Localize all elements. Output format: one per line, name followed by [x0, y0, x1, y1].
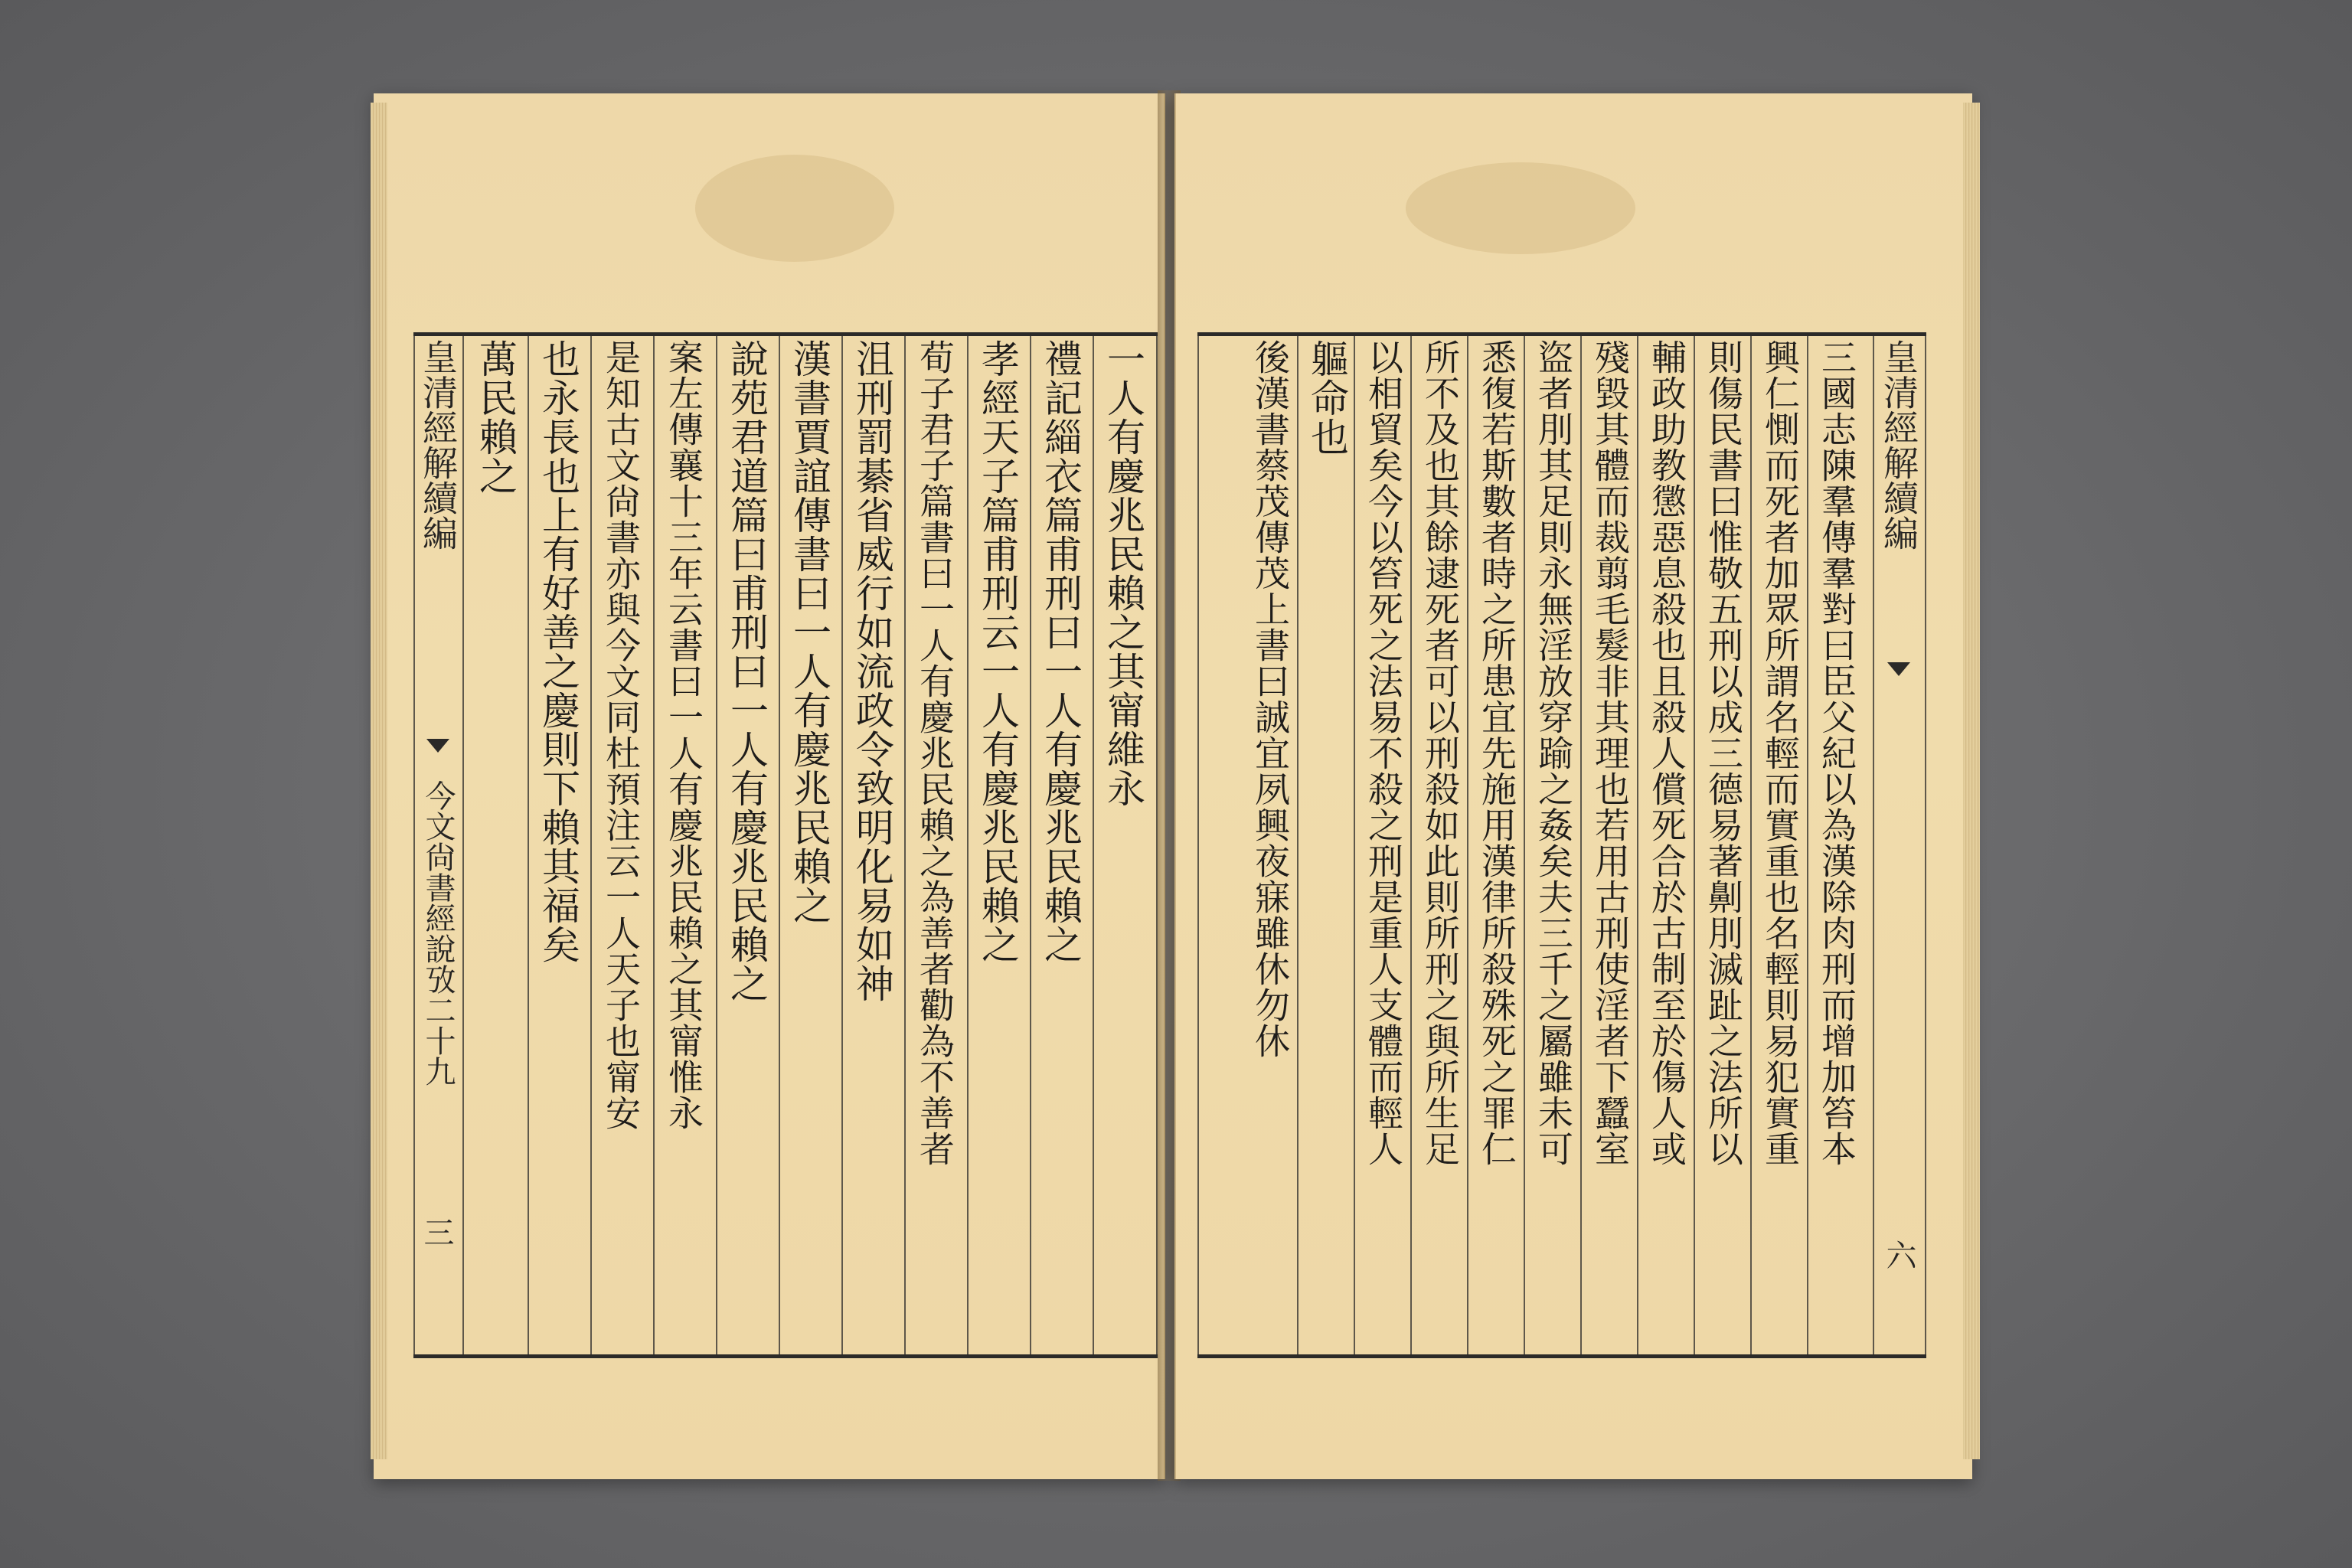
text-column: 孝經天子篇甫刑云一人有慶兆民賴之 — [975, 339, 1020, 964]
text-column: 荀子君子篇書曰一人有慶兆民賴之為善者勸為不善者 — [914, 339, 956, 1167]
text-column: 是知古文尙書亦與今文同杜預注云一人天子也甯安 — [600, 339, 642, 1131]
column-rule — [1694, 336, 1695, 1354]
text-column: 沮刑罰綦省威行如流政令致明化易如神 — [850, 339, 894, 1003]
column-rule — [1580, 336, 1582, 1354]
column-rule — [1467, 336, 1468, 1354]
column-rule — [1637, 336, 1638, 1354]
text-column: 漢書賈誼傳書曰一人有慶兆民賴之 — [787, 339, 831, 925]
text-column: 一人有慶兆民賴之其甯維永 — [1101, 339, 1145, 808]
text-column: 以相貿矣今以笞死之法易不殺之刑是重人支體而輕人 — [1363, 339, 1404, 1167]
frame-rule — [1873, 336, 1874, 1354]
text-column: 則傷民書曰惟敬五刑以成三德易著劓刖滅趾之法所以 — [1703, 339, 1744, 1167]
left-page-edge — [371, 103, 387, 1459]
column-rule — [1410, 336, 1412, 1354]
column-rule — [590, 336, 592, 1354]
right-page-edge — [1963, 103, 1980, 1459]
right-page — [1174, 93, 1972, 1479]
paper-stain — [1406, 162, 1635, 254]
column-rule — [1807, 336, 1808, 1354]
column-rule — [1354, 336, 1355, 1354]
column-rule — [904, 336, 906, 1354]
text-column: 三國志陳羣傳羣對曰臣父紀以為漢除肉刑而增加笞本 — [1816, 339, 1857, 1167]
text-column: 禮記緇衣篇甫刑曰一人有慶兆民賴之 — [1038, 339, 1083, 964]
paper-stain — [695, 155, 894, 262]
text-column: 說苑君道篇曰甫刑曰一人有慶兆民賴之 — [724, 339, 769, 1003]
column-rule — [1297, 336, 1298, 1354]
column-rule — [1750, 336, 1752, 1354]
text-column: 殘毀其體而裁翦毛髮非其理也若用古刑使淫者下蠶室 — [1589, 339, 1631, 1167]
text-column: 悉復若斯數者時之所患宜先施用漢律所殺殊死之罪仁 — [1476, 339, 1517, 1167]
column-rule — [716, 336, 717, 1354]
text-column: 盜者刖其足則永無淫放穿踰之姦矣夫三千之屬雖未可 — [1533, 339, 1574, 1167]
text-column: 軀命也 — [1305, 339, 1349, 456]
left-page — [374, 93, 1165, 1479]
spine-title: 皇清經解續編 — [417, 339, 459, 550]
right-spine-title — [1876, 339, 1922, 661]
frame-rule — [1197, 336, 1199, 1354]
open-book — [374, 83, 1971, 1501]
column-rule — [779, 336, 780, 1354]
spine-title: 皇清經解續編 — [1878, 339, 1919, 550]
spine-section-title: 今文尙書經說攷二十九 — [420, 780, 456, 1086]
right-spine-fishtail — [1876, 658, 1922, 704]
column-rule — [1524, 336, 1525, 1354]
fishtail-mark-icon — [426, 739, 449, 753]
text-column: 興仁惻而死者加眾所謂名輕而實重也名輕則易犯實重 — [1759, 339, 1801, 1167]
left-text-frame — [413, 332, 1158, 1358]
text-column: 萬民賴之 — [473, 339, 518, 495]
right-text-frame — [1197, 332, 1926, 1358]
left-spine-fishtail — [415, 734, 461, 780]
column-rule — [967, 336, 969, 1354]
column-rule — [1030, 336, 1031, 1354]
left-spine-section — [415, 780, 461, 1186]
column-rule — [653, 336, 655, 1354]
column-rule — [1093, 336, 1094, 1354]
frame-rule — [1925, 336, 1926, 1354]
column-rule — [841, 336, 843, 1354]
text-column: 輔政助教懲惡息殺也且殺人償死合於古制至於傷人或 — [1646, 339, 1687, 1167]
left-spine-title — [415, 339, 461, 737]
text-column: 所不及也其餘逮死者可以刑殺如此則所刑之與所生足 — [1419, 339, 1461, 1167]
frame-rule — [462, 336, 464, 1354]
column-rule — [528, 336, 529, 1354]
fishtail-mark-icon — [1887, 662, 1910, 676]
text-column: 後漢書蔡茂傳茂上書曰誠宜夙興夜寐雖休勿休 — [1250, 339, 1291, 1059]
text-column: 案左傳襄十三年云書曰一人有慶兆民賴之其甯惟永 — [663, 339, 704, 1131]
text-column: 也永長也上有好善之慶則下賴其福矣 — [536, 339, 580, 964]
right-page-number: 六 — [1881, 1240, 1916, 1270]
left-page-number: 三 — [419, 1217, 454, 1247]
